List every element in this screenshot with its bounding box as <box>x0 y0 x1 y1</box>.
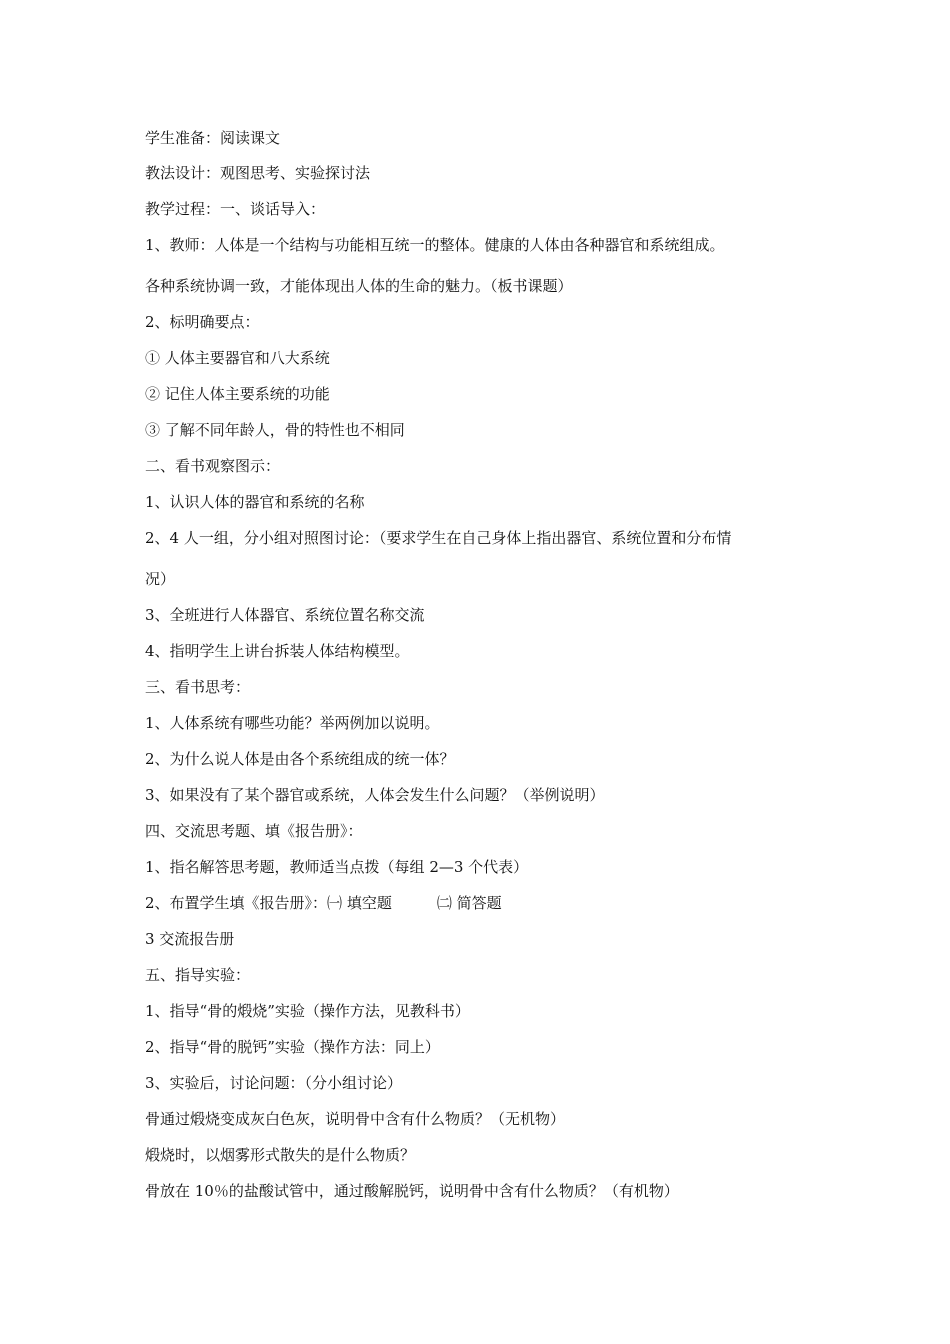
line-s5-1: 1、指导“骨的煅烧”实验（操作方法，见教科书） <box>145 1002 470 1020</box>
section-heading-5: 五、指导实验： <box>145 966 251 984</box>
line-s2-2: 2、4 人一组，分小组对照图讨论：（要求学生在自己身体上指出器官、系统位置和分布情 <box>145 529 732 547</box>
line-s5-3: 3、实验后，讨论问题：（分小组讨论） <box>145 1074 403 1092</box>
line-s2-2-cont: 况） <box>145 570 176 588</box>
line-s3-2: 2、为什么说人体是由各个系统组成的统一体？ <box>145 750 455 768</box>
line-question-1: 骨通过煅烧变成灰白色灰，说明骨中含有什么物质？（无机物） <box>145 1110 566 1128</box>
line-intro-1-cont: 各种系统协调一致，才能体现出人体的生命的魅力。（板书课题） <box>145 277 573 295</box>
line-teaching-method: 教法设计：观图思考、实验探讨法 <box>145 164 371 182</box>
section-heading-3: 三、看书思考： <box>145 678 251 696</box>
line-question-3: 骨放在 10％的盐酸试管中，通过酸解脱钙，说明骨中含有什么物质？（有机物） <box>145 1182 679 1200</box>
line-point-3: ③ 了解不同年龄人，骨的特性也不相同 <box>145 421 405 439</box>
line-s2-4: 4、指明学生上讲台拆装人体结构模型。 <box>145 642 410 660</box>
line-s4-1: 1、指名解答思考题，教师适当点拨（每组 2—3 个代表） <box>145 858 529 876</box>
line-intro-1: 1、教师：人体是一个结构与功能相互统一的整体。健康的人体由各种器官和系统组成。 <box>145 236 725 254</box>
section-heading-2: 二、看书观察图示： <box>145 457 281 475</box>
line-s2-3: 3、全班进行人体器官、系统位置名称交流 <box>145 606 425 624</box>
line-s5-2: 2、指导“骨的脱钙”实验（操作方法：同上） <box>145 1038 440 1056</box>
line-s4-2: 2、布置学生填《报告册》：㈠ 填空题 ㈡ 简答题 <box>145 894 502 912</box>
line-s3-1: 1、人体系统有哪些功能？举两例加以说明。 <box>145 714 440 732</box>
line-point-2: ② 记住人体主要系统的功能 <box>145 385 330 403</box>
line-point-1: ① 人体主要器官和八大系统 <box>145 349 330 367</box>
line-key-points: 2、标明确要点： <box>145 313 260 331</box>
line-s3-3: 3、如果没有了某个器官或系统，人体会发生什么问题？（举例说明） <box>145 786 605 804</box>
section-heading-4: 四、交流思考题、填《报告册》： <box>145 822 363 840</box>
line-s2-1: 1、认识人体的器官和系统的名称 <box>145 493 365 511</box>
line-s4-3: 3 交流报告册 <box>145 930 235 948</box>
line-student-prep: 学生准备：阅读课文 <box>145 129 281 147</box>
line-teaching-process: 教学过程：一、谈话导入： <box>145 200 326 218</box>
line-question-2: 煅烧时，以烟雾形式散失的是什么物质？ <box>145 1146 416 1164</box>
